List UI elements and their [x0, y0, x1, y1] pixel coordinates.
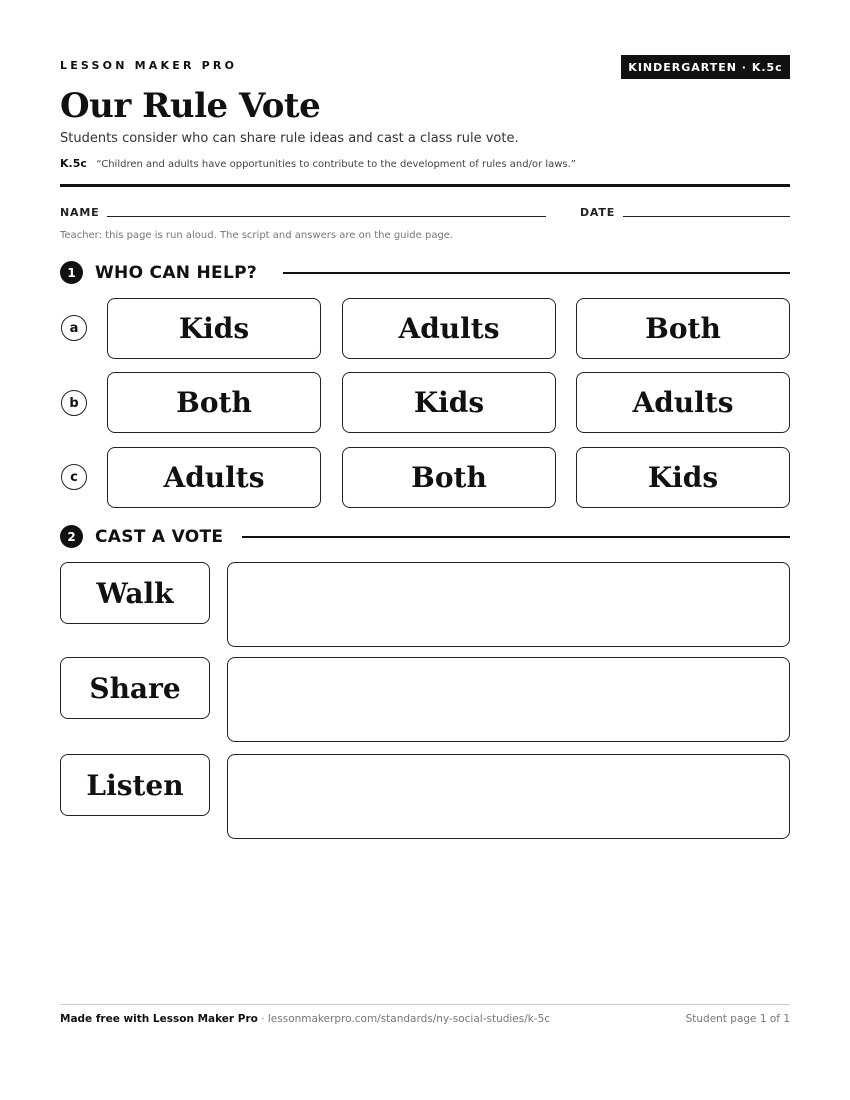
standard-quote: “Children and adults have opportunities to contribute to the development of rules and/or laws.”	[96, 159, 576, 170]
choice-b-2[interactable]: Kids	[342, 372, 556, 433]
footer-divider	[60, 1004, 790, 1005]
footer-url[interactable]: · lessonmakerpro.com/standards/ny-social-studies/k-5c	[257, 1013, 551, 1025]
page-title: Our Rule Vote	[60, 86, 321, 126]
choice-c-2[interactable]: Both	[342, 447, 556, 508]
choice-a-1[interactable]: Kids	[107, 298, 321, 359]
section-2-number: 2	[60, 525, 83, 548]
footer-made: Made free with Lesson Maker Pro	[60, 1013, 258, 1025]
choice-c-1[interactable]: Adults	[107, 447, 321, 508]
row-letter-b: b	[61, 390, 87, 416]
page-subtitle: Students consider who can share rule ideas and cast a class rule vote.	[60, 131, 519, 146]
standard-line	[60, 157, 576, 170]
section-1-rule	[283, 272, 790, 274]
vote-box-walk[interactable]	[227, 562, 790, 647]
name-label: NAME	[60, 206, 100, 219]
rule-card-walk: Walk	[60, 562, 210, 624]
footer-page-number: Student page 1 of 1	[685, 1013, 790, 1025]
date-label: DATE	[580, 206, 616, 219]
choice-a-2[interactable]: Adults	[342, 298, 556, 359]
rule-card-listen: Listen	[60, 754, 210, 816]
section-1-number: 1	[60, 261, 83, 284]
section-1-heading	[60, 261, 257, 284]
choice-b-3[interactable]: Adults	[576, 372, 790, 433]
header-divider	[60, 184, 790, 187]
row-letter-c: c	[61, 464, 87, 490]
date-field-line[interactable]	[623, 216, 790, 217]
row-letter-a: a	[61, 315, 87, 341]
grade-badge: KINDERGARTEN · K.5c	[621, 55, 790, 79]
choice-c-3[interactable]: Kids	[576, 447, 790, 508]
vote-box-listen[interactable]	[227, 754, 790, 839]
vote-box-share[interactable]	[227, 657, 790, 742]
footer-credit	[60, 1013, 550, 1025]
section-2-title: CAST A VOTE	[95, 526, 224, 547]
teacher-note: Teacher: this page is run aloud. The script and answers are on the guide page.	[60, 230, 454, 241]
choice-b-1[interactable]: Both	[107, 372, 321, 433]
section-1-title: WHO CAN HELP?	[95, 262, 258, 283]
name-field-line[interactable]	[107, 216, 546, 217]
rule-card-share: Share	[60, 657, 210, 719]
section-2-rule	[242, 536, 790, 538]
brand-wordmark: LESSON MAKER PRO	[60, 59, 238, 72]
section-2-heading	[60, 525, 223, 548]
standard-code: K.5c	[60, 157, 87, 170]
choice-a-3[interactable]: Both	[576, 298, 790, 359]
